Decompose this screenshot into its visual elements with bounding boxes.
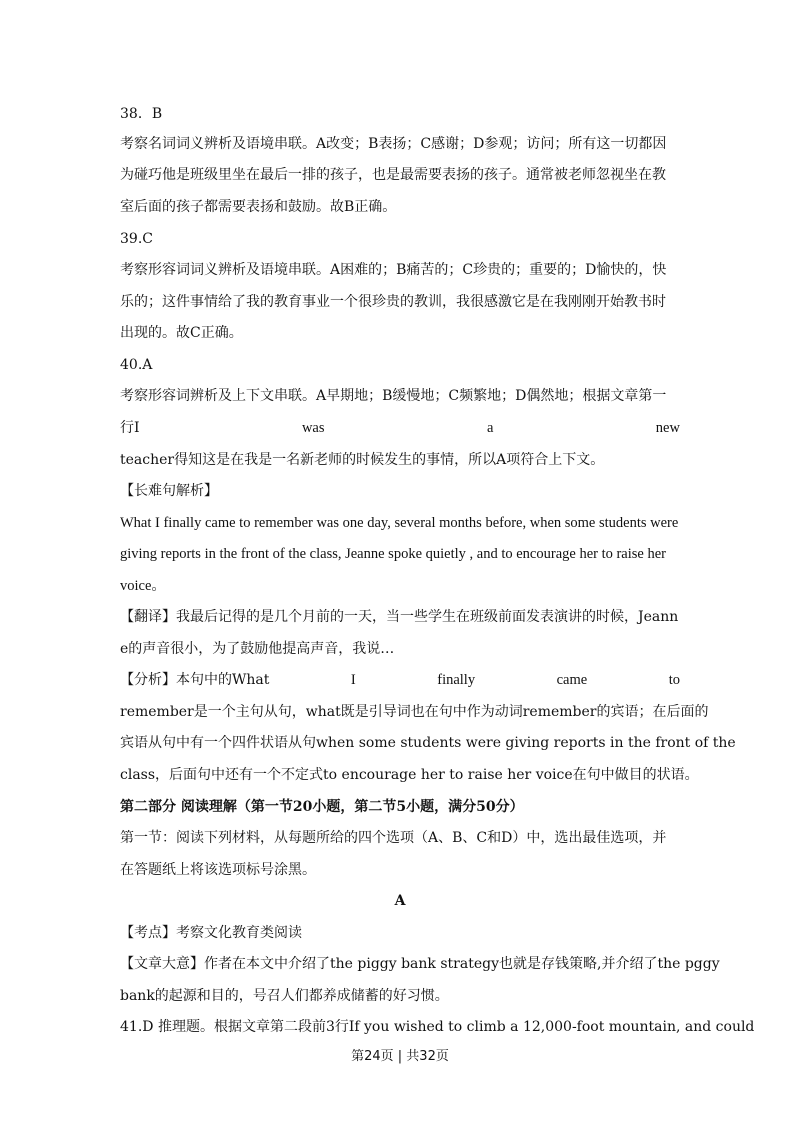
section-heading-long-sentence: 【长难句解析】 <box>120 483 218 499</box>
part2-heading: 第二部分 阅读理解（第一节20小题，第二节5小题，满分50分） <box>120 799 524 815</box>
sentence-line: giving reports in the front of the class, Jeanne spoke quietly , and to encourage her to raise her <box>120 546 666 562</box>
word: to <box>668 672 680 688</box>
word: I <box>350 672 356 688</box>
analysis-line: 宾语从句中有一个四件状语从句when some students were giving reports in the front of the <box>120 735 736 751</box>
text-line: 为碰巧他是班级里坐在最后一排的孩子，也是最需要表扬的孩子。通常被老师忽视坐在教 <box>120 167 666 183</box>
instruction-line: 在答题纸上将该选项标号涂黑。 <box>120 862 316 878</box>
question-41-line: 41.D 推理题。根据文章第二段前3行If you wished to climb a 12,000-foot mountain, and could <box>120 1019 755 1035</box>
answer-38: 38．B <box>120 106 163 122</box>
sentence-line: voice。 <box>120 578 166 594</box>
page-footer: 第24页 | 共32页 <box>351 1049 449 1064</box>
text-line: 考察形容词词义辨析及语境串联。A困难的；B痛苦的；C珍贵的；重要的；D愉快的，快 <box>120 262 667 278</box>
analysis-line: remember是一个主句从句，what既是引导词也在句中作为动词remember的宾语；在后面的 <box>120 704 709 720</box>
kaodian-line: 【考点】考察文化教育类阅读 <box>120 925 302 941</box>
word: finally <box>437 672 476 688</box>
text-line: teacher得知这是在我是一名新老师的时候发生的事情，所以A项符合上下文。 <box>120 452 605 468</box>
translation-line: 【翻译】我最后记得的是几个月前的一天，当一些学生在班级前面发表演讲的时候，Jeann <box>120 609 679 625</box>
sentence-line: What I finally came to remember was one day, several months before, when some students were <box>120 515 679 531</box>
text-line: 考察形容词辨析及上下文串联。A早期地；B缓慢地；C频繁地；D偶然地；根据文章第一 <box>120 388 667 404</box>
word: new <box>655 420 680 436</box>
text-line: 室后面的孩子都需要表扬和鼓励。故B正确。 <box>120 199 397 215</box>
analysis-line: class，后面句中还有一个不定式to encourage her to raise her voice在句中做目的状语。 <box>120 767 699 783</box>
text-line: 乐的；这件事情给了我的教育事业一个很珍贵的教训，我很感激它是在我刚刚开始教书时 <box>120 294 666 310</box>
text-line: 考察名词词义辨析及语境串联。A改变；B表扬；C感谢；D参观；访问；所有这一切都因 <box>120 136 667 152</box>
word: 【分析】本句中的What <box>120 672 270 688</box>
translation-line: e的声音很小，为了鼓励他提高声音，我说… <box>120 641 395 657</box>
summary-line: 【文章大意】作者在本文中介绍了the piggy bank strategy也就是存钱策略,并介绍了the pggy <box>120 956 720 972</box>
justified-line <box>120 418 680 438</box>
word: came <box>556 672 588 688</box>
word: was <box>301 420 325 436</box>
answer-39: 39.C <box>120 231 153 247</box>
word: a <box>486 420 494 436</box>
summary-line: bank的起源和目的，号召人们都养成储蓄的好习惯。 <box>120 988 449 1004</box>
analysis-justified-line <box>120 670 680 690</box>
passage-label: A <box>394 893 406 909</box>
instruction-line: 第一节：阅读下列材料，从每题所给的四个选项（A、B、C和D）中，选出最佳选项，并 <box>120 830 667 846</box>
text-line: 出现的。故C正确。 <box>120 325 243 341</box>
answer-40: 40.A <box>120 357 153 373</box>
word: 行I <box>120 420 140 436</box>
